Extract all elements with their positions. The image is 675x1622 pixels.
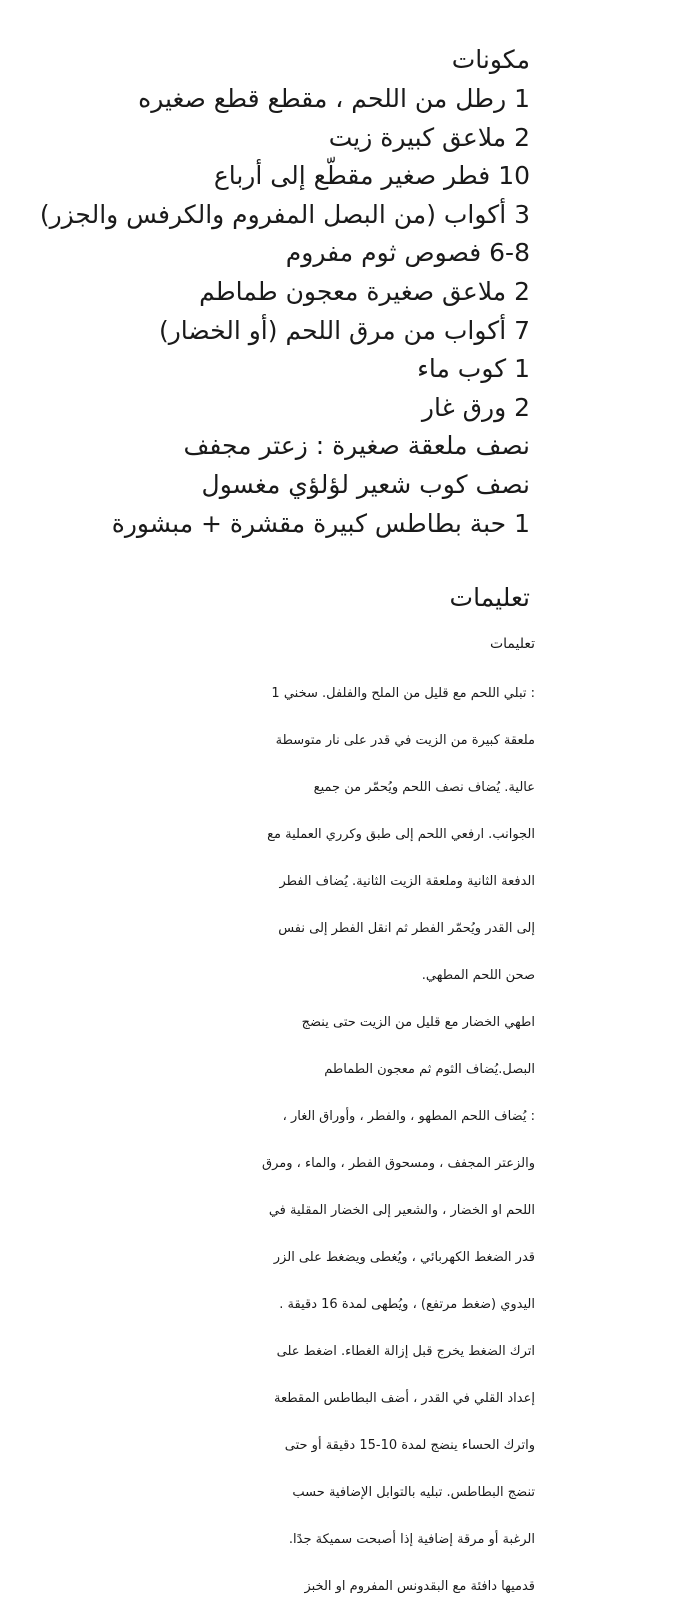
- ingredient-item: 3 أكواب (من البصل المفروم والكرفس والجزر): [39, 199, 530, 229]
- instruction-line: قدميها دافئة مع البقدونس المفروم او الخبز: [304, 1578, 535, 1594]
- instruction-line: صحن اللحم المطهي.: [421, 967, 535, 983]
- instruction-line: : يُضاف اللحم المطهو ، والفطر ، وأوراق الغار ،: [282, 1108, 535, 1124]
- instruction-line: الدفعة الثانية وملعقة الزيت الثانية. يُضاف الفطر: [279, 873, 535, 889]
- instruction-line: اللحم او الخضار ، والشعير إلى الخضار المقلية في: [268, 1202, 535, 1218]
- instruction-line: تنضج البطاطس. تبليه بالتوابل الإضافية حسب: [292, 1484, 535, 1500]
- cropped-heading-text: تعليمات: [449, 583, 530, 612]
- instructions-section: [175, 632, 535, 1622]
- ingredient-item: 7 أكواب من مرق اللحم (أو الخضار): [158, 315, 530, 345]
- instruction-line: الرغبة أو مرقة إضافية إذا أصبحت سميكة جدًا.: [288, 1531, 535, 1547]
- instruction-line: اليدوي (ضغط مرتفع) ، ويُطهى لمدة 16 دقيقة .: [279, 1296, 535, 1312]
- instruction-line: اطهي الخضار مع قليل من الزيت حتى ينضج: [301, 1014, 535, 1030]
- ingredient-item: 6-8 فصوص ثوم مفروم: [285, 238, 530, 268]
- instruction-line: عالية. يُضاف نصف اللحم ويُحمّر من جميع: [313, 779, 535, 795]
- instruction-line: إعداد القلي في القدر ، أضف البطاطس المقطعة: [273, 1390, 535, 1406]
- ingredient-item: 10 فطر صغير مقطّع إلى أرباع: [213, 161, 530, 191]
- instruction-line: : تبلي اللحم مع قليل من الملح والفلفل. سخني 1: [271, 685, 535, 701]
- ingredient-item: 2 ملاعق صغيرة معجون طماطم: [199, 276, 530, 306]
- ingredient-item: 2 ملاعق كبيرة زيت: [328, 122, 530, 152]
- instruction-line: إلى القدر ويُحمّر الفطر ثم انقل الفطر إلى نفس: [278, 920, 535, 936]
- instruction-line: والزعتر المجفف ، ومسحوق الفطر ، والماء ، ومرق: [262, 1155, 535, 1171]
- cropped-heading: [449, 572, 530, 612]
- ingredients-section: [10, 40, 530, 543]
- instruction-line: اترك الضغط يخرج قبل إزالة الغطاء. اضغط على: [276, 1343, 535, 1359]
- instruction-line: الجوانب. ارفعي اللحم إلى طبق وكرري العملية مع: [267, 826, 535, 842]
- ingredient-item: 1 رطل من اللحم ، مقطع قطع صغيره: [138, 84, 530, 113]
- ingredient-item: 1 كوب ماء: [417, 354, 530, 384]
- instructions-body: [175, 658, 535, 1622]
- instruction-line: واترك الحساء ينضج لمدة 10-15 دقيقة أو حتى: [284, 1437, 535, 1453]
- instruction-line: ملعقة كبيرة من الزيت في قدر على نار متوسطة: [275, 732, 535, 748]
- ingredients-list: [10, 80, 530, 543]
- instruction-line: البصل.يُضاف الثوم ثم معجون الطماطم: [324, 1061, 535, 1077]
- ingredient-item: نصف ملعقة صغيرة : زعتر مجفف: [183, 431, 530, 461]
- instructions-title: تعليمات: [489, 636, 535, 652]
- ingredient-item: 2 ورق غار: [421, 392, 530, 422]
- ingredients-title: مكونات: [451, 45, 530, 74]
- instruction-line: قدر الضغط الكهربائي ، ويُغطى ويضغط على الزر: [273, 1249, 535, 1265]
- ingredient-item: 1 حبة بطاطس كبيرة مقشرة + مبشورة: [111, 508, 530, 538]
- ingredient-item: نصف كوب شعير لؤلؤي مغسول: [201, 469, 530, 499]
